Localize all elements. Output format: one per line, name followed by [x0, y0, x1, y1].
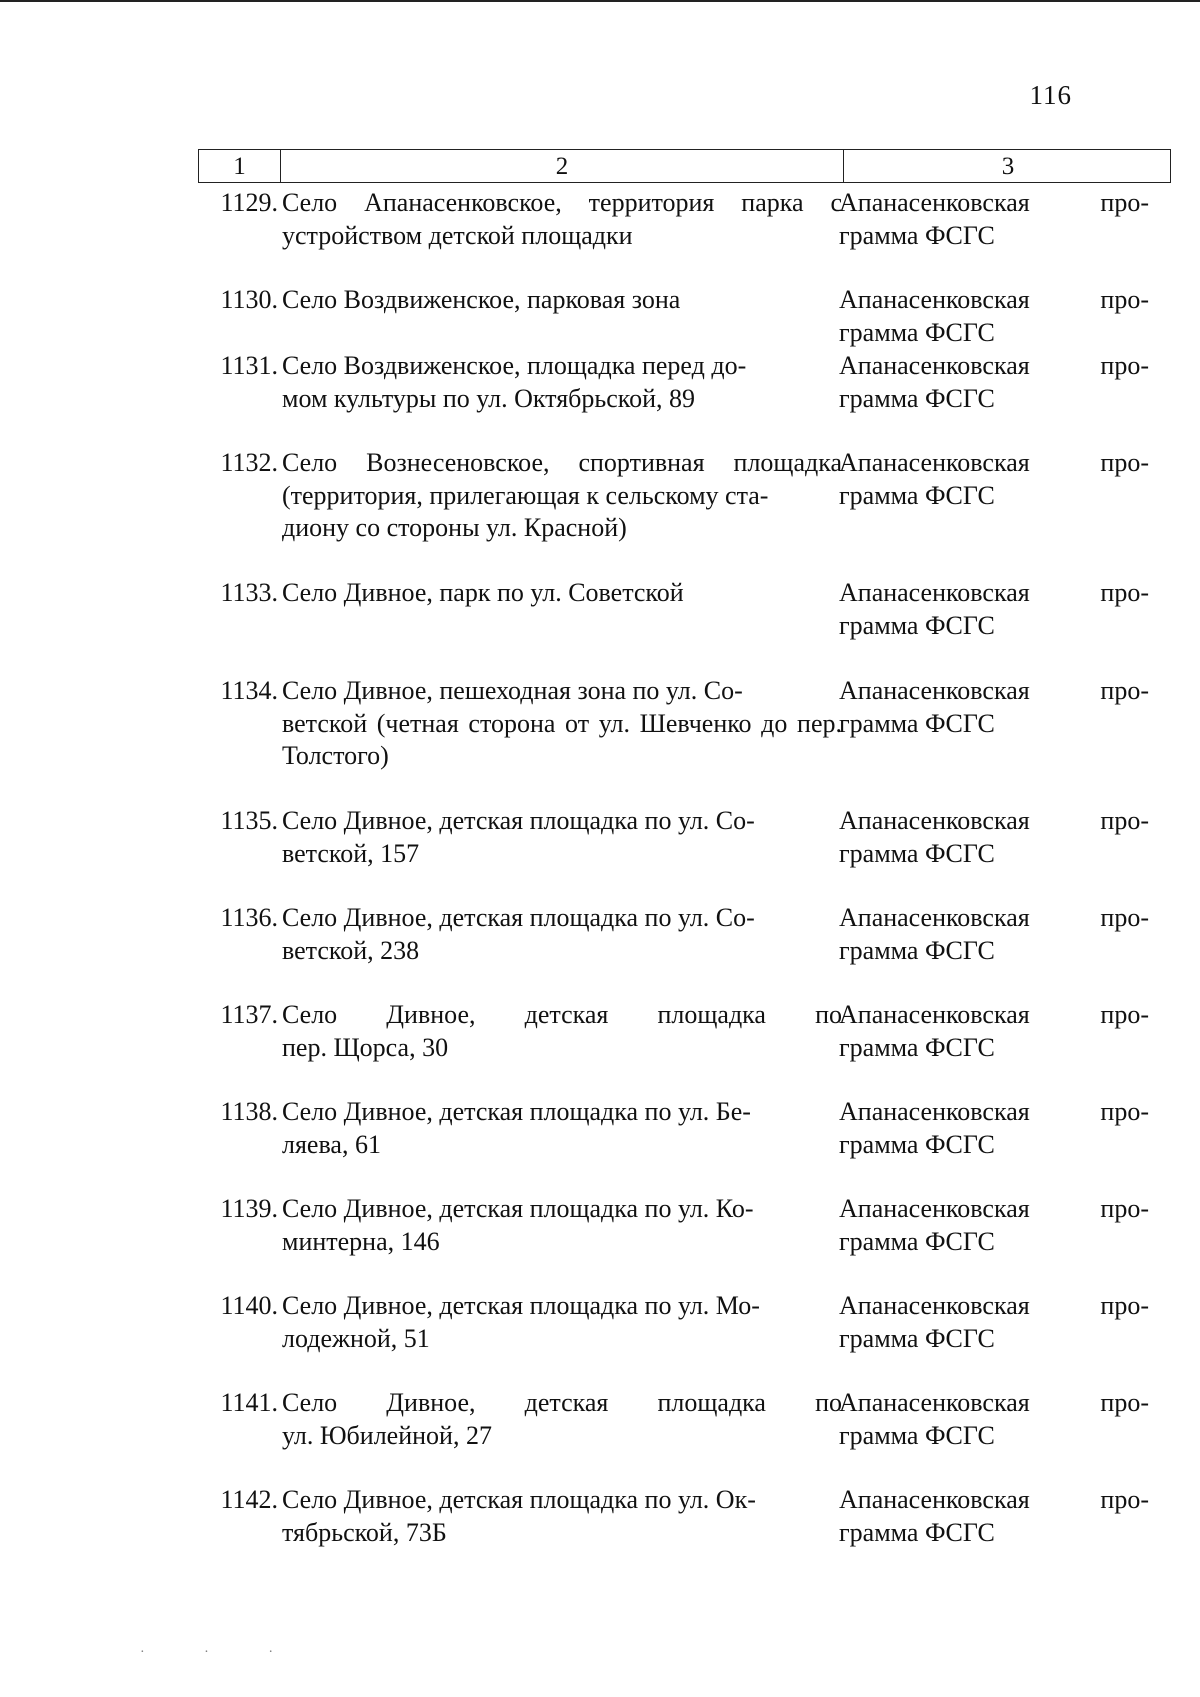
- source-continuation: грамма ФСГС: [839, 1517, 995, 1547]
- source-suffix: про-: [1100, 351, 1149, 380]
- source-continuation: грамма ФСГС: [839, 838, 995, 868]
- source-suffix: про-: [1100, 806, 1149, 835]
- source-name: Апанасенковская: [839, 1485, 1030, 1514]
- row-description: Село Вознесеновское, спортивная площадка (территория, прилегающая к сельскому ста- диону со стороны ул. Красной): [282, 448, 842, 542]
- row-number: 1130.: [220, 285, 278, 314]
- source-name: Апанасенковская: [839, 903, 1030, 932]
- row-source: [839, 350, 1149, 415]
- source-suffix: про-: [1100, 1194, 1149, 1223]
- row-description: Село Дивное, детская площадка по ул. Со- ветской, 238: [282, 903, 755, 965]
- source-continuation: грамма ФСГС: [839, 1032, 995, 1062]
- source-name: Апанасенковская: [839, 351, 1030, 380]
- source-name: Апанасенковская: [839, 1291, 1030, 1320]
- row-source: [839, 187, 1149, 252]
- source-continuation: грамма ФСГС: [839, 317, 995, 347]
- row-number: 1131.: [220, 351, 278, 380]
- scan-specks: · · ·: [140, 1645, 301, 1660]
- row-description: Село Апанасенковское, территория парка с устройством детской площадки: [282, 188, 842, 250]
- row-description: Село Дивное, пешеходная зона по ул. Со- ветской (четная сторона от ул. Шевченко до пер. Толстого): [282, 676, 842, 770]
- source-suffix: про-: [1100, 676, 1149, 705]
- header-col-1: 1: [199, 150, 281, 182]
- table-header-row: [198, 149, 1171, 183]
- row-number: 1140.: [220, 1291, 278, 1320]
- row-description: Село Дивное, детская площадка по ул. Ок- тябрьской, 73Б: [282, 1485, 756, 1547]
- source-name: Апанасенковская: [839, 578, 1030, 607]
- row-source: [839, 675, 1149, 740]
- top-border-line: [0, 0, 1200, 2]
- row-number: 1141.: [220, 1388, 278, 1417]
- source-name: Апанасенковская: [839, 676, 1030, 705]
- row-source: [839, 1193, 1149, 1258]
- source-name: Апанасенковская: [839, 1194, 1030, 1223]
- source-suffix: про-: [1100, 188, 1149, 217]
- source-name: Апанасенковская: [839, 285, 1030, 314]
- source-suffix: про-: [1100, 1291, 1149, 1320]
- row-description: Село Дивное, детская площадка по ул. Юбилейной, 27: [282, 1388, 842, 1450]
- source-suffix: про-: [1100, 285, 1149, 314]
- row-number: 1132.: [220, 448, 278, 477]
- source-continuation: грамма ФСГС: [839, 1420, 995, 1450]
- row-source: [839, 902, 1149, 967]
- source-continuation: грамма ФСГС: [839, 220, 995, 250]
- row-source: [839, 805, 1149, 870]
- row-description: Село Воздвиженское, парковая зона: [282, 285, 681, 314]
- row-number: 1138.: [220, 1097, 278, 1126]
- header-col-3: 3: [1001, 153, 1015, 180]
- source-suffix: про-: [1100, 1485, 1149, 1514]
- row-description: Село Дивное, детская площадка по ул. Мо- лодежной, 51: [282, 1291, 760, 1353]
- row-description: Село Дивное, детская площадка по пер. Щорса, 30: [282, 1000, 842, 1062]
- row-description: Село Дивное, детская площадка по ул. Со- ветской, 157: [282, 806, 755, 868]
- source-suffix: про-: [1100, 903, 1149, 932]
- row-number: 1135.: [220, 806, 278, 835]
- row-number: 1129.: [220, 188, 278, 217]
- source-continuation: грамма ФСГС: [839, 935, 995, 965]
- row-source: [839, 577, 1149, 642]
- row-source: [839, 1096, 1149, 1161]
- page-number: 116: [1029, 80, 1072, 110]
- source-continuation: грамма ФСГС: [839, 383, 995, 413]
- source-name: Апанасенковская: [839, 1000, 1030, 1029]
- source-continuation: грамма ФСГС: [839, 1226, 995, 1256]
- source-suffix: про-: [1100, 578, 1149, 607]
- source-continuation: грамма ФСГС: [839, 1323, 995, 1353]
- row-number: 1136.: [220, 903, 278, 932]
- row-source: [839, 284, 1149, 349]
- source-continuation: грамма ФСГС: [839, 480, 995, 510]
- row-source: [839, 447, 1149, 512]
- row-number: 1139.: [220, 1194, 278, 1223]
- source-name: Апанасенковская: [839, 1388, 1030, 1417]
- source-suffix: про-: [1100, 1388, 1149, 1417]
- row-number: 1133.: [220, 578, 278, 607]
- row-number: 1137.: [220, 1000, 278, 1029]
- row-description: Село Дивное, детская площадка по ул. Ко- минтерна, 146: [282, 1194, 754, 1256]
- row-description: Село Дивное, парк по ул. Советской: [282, 578, 684, 607]
- row-description: Село Дивное, детская площадка по ул. Бе- ляева, 61: [282, 1097, 751, 1159]
- row-description: Село Воздвиженское, площадка перед до- мом культуры по ул. Октябрьской, 89: [282, 351, 747, 413]
- source-name: Апанасенковская: [839, 806, 1030, 835]
- source-continuation: грамма ФСГС: [839, 610, 995, 640]
- row-source: [839, 999, 1149, 1064]
- header-col-2: 2: [281, 150, 844, 182]
- source-continuation: грамма ФСГС: [839, 708, 995, 738]
- source-suffix: про-: [1100, 448, 1149, 477]
- source-name: Апанасенковская: [839, 448, 1030, 477]
- row-source: [839, 1387, 1149, 1452]
- row-source: [839, 1290, 1149, 1355]
- source-name: Апанасенковская: [839, 1097, 1030, 1126]
- row-number: 1134.: [220, 676, 278, 705]
- row-source: [839, 1484, 1149, 1549]
- source-suffix: про-: [1100, 1000, 1149, 1029]
- source-suffix: про-: [1100, 1097, 1149, 1126]
- source-name: Апанасенковская: [839, 188, 1030, 217]
- row-number: 1142.: [220, 1485, 278, 1514]
- source-continuation: грамма ФСГС: [839, 1129, 995, 1159]
